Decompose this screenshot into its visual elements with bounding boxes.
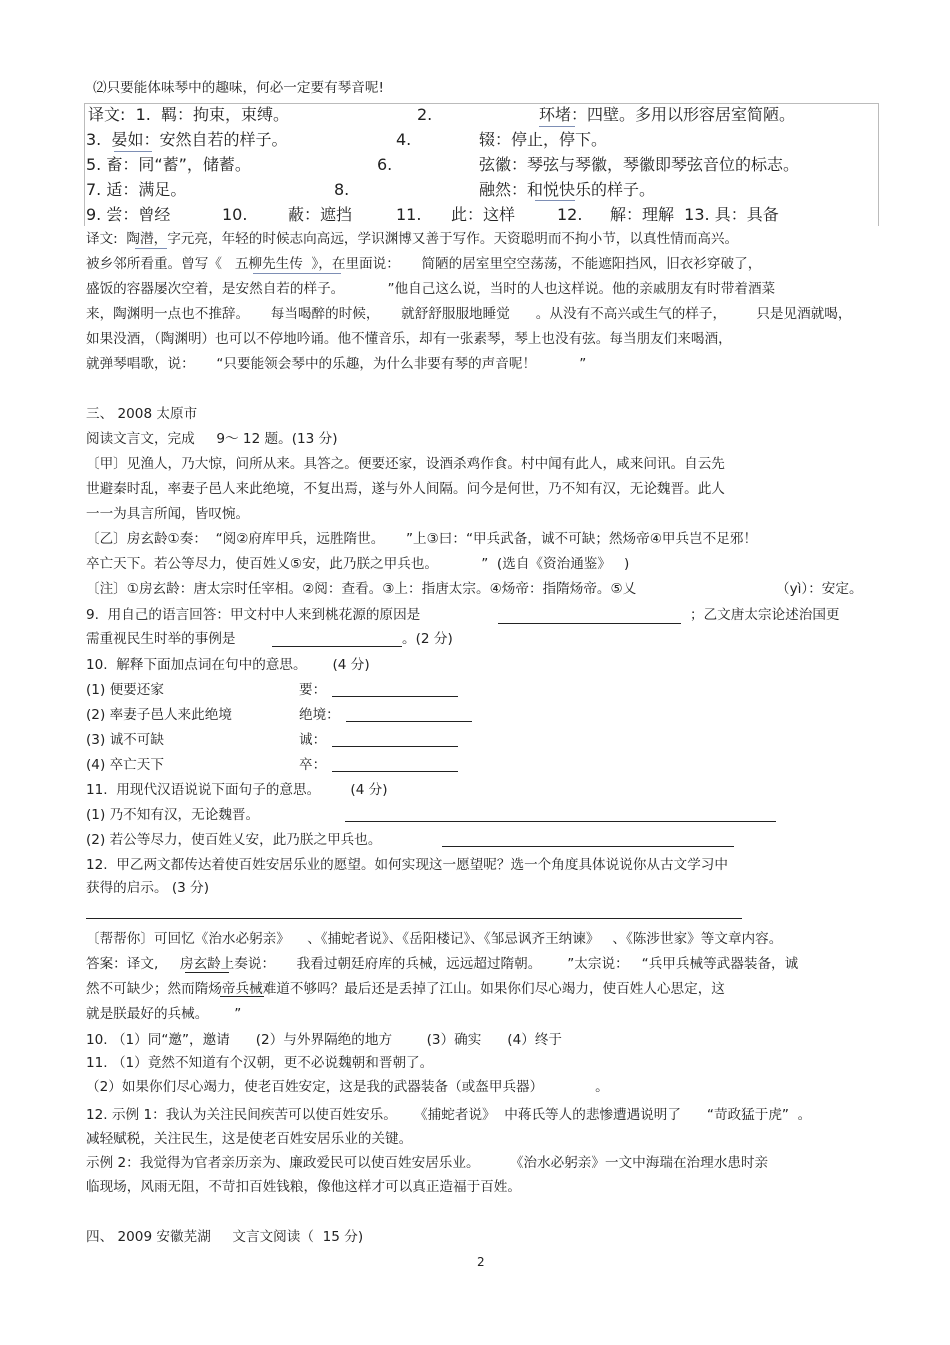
answer-line: 临现场，风雨无阻，不苛扣百姓钱粮，像他这样才可以真正造福于百姓。 — [86, 1179, 521, 1195]
passage-note: 〔注〕①房玄龄：唐太宗时任宰相。②阅：查看。③上：指唐太宗。④炀帝：指隋炀帝。⑤乂 — [86, 581, 637, 597]
underline-mark — [114, 151, 152, 152]
question-9: 需重视民生时举的事例是 — [86, 631, 236, 647]
passage-jia-line: 〔甲〕见渔人，乃大惊，问所从来。具答之。便要还家，设酒杀鸡作食。村中闻有此人，咸来问讯。自云先 — [86, 456, 725, 472]
answer-blank[interactable] — [346, 721, 472, 722]
gloss-num: 10. — [222, 205, 248, 224]
question-10: 10. 解释下面加点词在句中的意思。 (4 分) — [86, 657, 370, 673]
question-item: (2) 率妻子邑人来此绝境 — [86, 707, 232, 723]
passage-jia-line: 一一为具言所闻，皆叹惋。 — [86, 506, 250, 522]
translation-line: 译文: 陶潜，字元亮，年轻的时候志向高远，学识渊博又善于写作。天资聪明而不拘小节，以真性情而高兴。 — [86, 231, 739, 247]
answer-line: 就是朕最好的兵械。 ” — [86, 1006, 242, 1022]
question-9: 。(2 分) — [402, 631, 453, 647]
answer-line: 示例 2：我觉得为官者亲历亲为、廉政爱民可以使百姓安居乐业。 《治水必躬亲》一文中海瑞在治理水患时亲 — [86, 1155, 769, 1171]
question-item: (1) 便要还家 — [86, 682, 164, 698]
translation-line: 被乡邻所看重。曾写《 五柳先生传 》，在里面说： 简陋的居室里空空荡荡，不能遮阳挡风，旧衣衫穿破了， — [86, 256, 762, 272]
answer-line: 12. 示例 1：我认为关注民间疾苦可以使百姓安乐。 《捕蛇者说》 中蒋氏等人的悲惨遭遇说明了 “苛政猛于虎” 。 — [86, 1107, 812, 1123]
question-12: 获得的启示。 (3 分) — [86, 880, 210, 896]
gloss-row-3: 5. 畜：同“蓄”，储蓄。 — [86, 155, 251, 174]
gloss-item: 蔽：遮挡 — [288, 205, 353, 224]
answer-blank[interactable] — [86, 918, 742, 919]
section-heading: 三、 2008 太原市 — [86, 406, 198, 422]
translation-line: 就弹琴唱歌，说： “只要能领会琴中的乐趣，为什么非要有琴的声音呢！ ” — [86, 356, 587, 372]
gloss-row-1: 译文: 1. 羁：拘束，束缚。 — [88, 105, 290, 124]
gloss-item: 弦徽：琴弦与琴徽，琴徽即琴弦音位的标志。 — [479, 155, 800, 174]
question-item: (1) 乃不知有汉，无论魏晋。 — [86, 807, 260, 823]
gloss-num: 12. — [557, 205, 583, 224]
blank-label: 绝境： — [299, 707, 340, 723]
question-item: (4) 卒亡天下 — [86, 757, 164, 773]
answer-blank[interactable] — [498, 623, 681, 624]
gloss-item: 融然：和悦快乐的样子。 — [479, 180, 656, 199]
translation-line: 盛饭的容器屡次空着，是安然自若的样子。 ”他自己这么说，当时的人也这样说。他的亲戚朋友有时带着酒菜 — [86, 281, 776, 297]
underline-mark — [220, 996, 264, 997]
answer-blank[interactable] — [345, 821, 776, 822]
answer-line: 11. （1）竟然不知道有个汉朝，更不必说魏朝和晋朝了。 — [86, 1055, 434, 1071]
answer-line: 答案：译文, 房玄龄上奏说： 我看过朝廷府库的兵械，远远超过隋朝。 ”太宗说： “兵甲兵械等武器装备，诚 — [86, 956, 799, 972]
underline-mark — [253, 273, 341, 274]
answer-line: 减轻赋税，关注民生，这是使老百姓安居乐业的关键。 — [86, 1131, 413, 1147]
answer-blank[interactable] — [332, 771, 458, 772]
gloss-item: 解：理解 13. 具：具备 — [610, 205, 779, 224]
table-left-border — [84, 103, 85, 226]
gloss-item: 辍：停止，停下。 — [479, 130, 608, 149]
section-intro: 阅读文言文，完成 9～ 12 题。(13 分) — [86, 431, 338, 447]
gloss-item: 环堵：四壁。多用以形容居室简陋。 — [539, 105, 796, 124]
answer-blank[interactable] — [332, 746, 458, 747]
table-top-border — [84, 103, 878, 104]
page-number: 2 — [477, 1255, 485, 1269]
answer-line: 10. （1）同“邀”，邀请 (2）与外界隔绝的地方 (3）确实 (4）终于 — [86, 1032, 563, 1048]
answer-blank[interactable] — [272, 646, 402, 647]
table-right-border — [878, 103, 879, 226]
translation-line: 如果没酒，（陶渊明）也可以不停地吟诵。他不懂音乐，却有一张素琴，琴上也没有弦。每当朋友们来喝酒， — [86, 331, 732, 347]
reason-line: ⑵只要能体味琴中的趣味，何必一定要有琴音呢! — [93, 80, 384, 96]
gloss-num: 8. — [334, 180, 350, 199]
question-9: 9. 用自己的语言回答：甲文村中人来到桃花源的原因是 — [86, 607, 421, 623]
question-item: (2) 若公等尽力，使百姓乂安，此乃朕之甲兵也。 — [86, 832, 382, 848]
blank-label: 要： — [299, 682, 327, 698]
translation-line: 来，陶渊明一点也不推辞。 每当喝醉的时候， 就舒舒服服地睡觉 。从没有不高兴或生气的样子， 只是见酒就喝， — [86, 306, 852, 322]
gloss-row-4: 7. 适：满足。 — [86, 180, 187, 199]
blank-label: 诚： — [299, 732, 327, 748]
blank-label: 卒： — [299, 757, 327, 773]
underline-mark — [135, 248, 167, 249]
passage-yi-line: 〔乙〕房玄龄①奏： “阅②府库甲兵，远胜隋世。 ”上③曰：“甲兵武备，诚不可缺；然炀帝④甲兵岂不足邪！ — [86, 531, 758, 547]
gloss-row-2: 3. 晏如：安然自若的样子。 — [86, 130, 288, 149]
help-tip: 〔帮帮你〕可回忆《治水必躬亲》 、《捕蛇者说》、《岳阳楼记》、《邹忌讽齐王纳谏》 、《陈涉世家》等文章内容。 — [86, 931, 783, 947]
gloss-num: 2. — [417, 105, 433, 124]
underline-mark — [535, 200, 575, 201]
question-11: 11. 用现代汉语说说下面句子的意思。 (4 分) — [86, 782, 388, 798]
question-12: 12. 甲乙两文都传达着使百姓安居乐业的愿望。如何实现这一愿望呢？选一个角度具体说说你从古文学习中 — [86, 857, 728, 873]
gloss-num: 4. — [396, 130, 412, 149]
section-heading: 四、 2009 安徽芜湖 文言文阅读（ 15 分) — [86, 1229, 364, 1245]
underline-mark — [185, 972, 229, 973]
passage-note: （yì）：安定。 — [776, 581, 863, 597]
answer-blank[interactable] — [332, 696, 458, 697]
answer-line: （2）如果你们尽心竭力，使老百姓安定，这是我的武器装备（或盔甲兵器） 。 — [86, 1079, 609, 1095]
answer-blank[interactable] — [442, 846, 734, 847]
underline-mark — [539, 126, 575, 127]
gloss-num: 6. — [377, 155, 393, 174]
question-item: (3) 诚不可缺 — [86, 732, 164, 748]
passage-jia-line: 世避秦时乱，率妻子邑人来此绝境，不复出焉，遂与外人间隔。问今是何世，乃不知有汉，无论魏晋。此人 — [86, 481, 725, 497]
answer-line: 然不可缺少；然而隋炀帝兵械难道不够吗？最后还是丢掉了江山。如果你们尽心竭力，使百姓人心思定，这 — [86, 981, 725, 997]
gloss-row-5: 9. 尝：曾经 — [86, 205, 171, 224]
gloss-num: 11. — [396, 205, 422, 224]
question-9: ；乙文唐太宗论述治国更 — [690, 607, 840, 623]
gloss-item: 此：这样 — [451, 205, 516, 224]
passage-yi-line: 卒亡天下。若公等尽力，使百姓乂⑤安，此乃朕之甲兵也。 ” (选自《资治通鉴》 ) — [86, 556, 630, 572]
